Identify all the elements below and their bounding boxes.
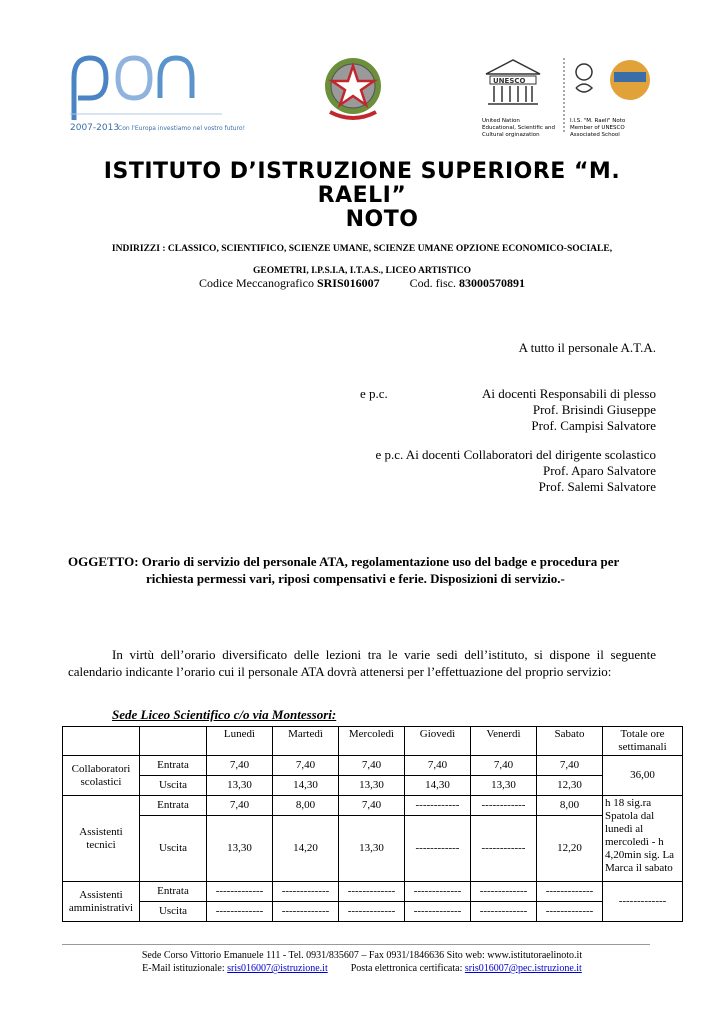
table-cell [140,727,207,756]
table-cell: ------------- [339,882,405,902]
unesco-line-1: United Nation [482,118,520,124]
oggetto-line-2: richiesta permessi vari, riposi compensativi e ferie. Disposizioni di servizio.- [146,571,565,586]
table-cell: 13,30 [339,776,405,796]
table-row [63,902,683,922]
table-cell: ------------ [405,816,471,882]
table-row [63,756,683,776]
indirizzi-line-1: INDIRIZZI : CLASSICO, SCIENTIFICO, SCIENZE UMANE, SCIENZE UMANE OPZIONE ECONOMICO-SOCIALE, [111,244,613,254]
table-cell: ------------- [339,902,405,922]
table-row [63,816,683,882]
school-title [40,160,684,232]
entrata-label: Entrata [140,882,207,902]
table-cell: 13,30 [207,776,273,796]
table-cell: ------------- [537,902,603,922]
pon-years: 2007-2013 [70,123,120,133]
day-header: Venerdì [471,727,537,756]
codice-value: SRIS016007 [316,276,380,290]
table-cell: ------------ [405,796,471,816]
title-line-2: RAELI” [317,183,407,208]
total-amministrativi: ------------- [603,882,683,922]
sede-title: Sede Liceo Scientifico c/o via Montessori: [112,707,337,722]
table-cell: 7,40 [207,796,273,816]
email-link[interactable]: sris016007@istruzione.it [227,963,328,974]
unesco-line-2: Educational, Scientific and [482,125,555,131]
table-cell: 13,30 [471,776,537,796]
table-cell: 8,00 [537,796,603,816]
table-cell: 7,40 [339,796,405,816]
indirizzi-line-2: GEOMETRI, I.P.S.I.A, I.T.A.S., LICEO ARTISTICO [253,266,471,276]
table-cell: 7,40 [273,756,339,776]
italian-republic-emblem [320,50,386,128]
table-cell: ------------- [537,882,603,902]
table-cell: 12,30 [537,776,603,796]
epc2-name-1: Prof. Aparo Salvatore [542,463,656,478]
footer-address: Sede Corso Vittorio Emanuele 111 - Tel. 0931/835607 – Fax 0931/1846636 Sito web: www.istitutoraelinoto.it [141,950,583,961]
table-cell: 7,40 [537,756,603,776]
epc2-text: e p.c. Ai docenti Collaboratori del dirigente scolastico [375,447,656,462]
table-cell: 7,40 [471,756,537,776]
epc2-name-2: Prof. Salemi Salvatore [538,479,656,494]
paragraph-text: In virtù dell’orario diversificato delle lezioni tra le varie sedi dell’istituto, si dispone il seguente calendario indicante l’orario cui il personale ATA dovrà attenersi per l’effettuazione del proprio servizio: [68,647,656,679]
day-header: Sabato [537,727,603,756]
table-cell: ------------- [471,902,537,922]
table-cell: 7,40 [207,756,273,776]
table-cell: 7,40 [339,756,405,776]
school-unesco-line-2: Member of UNESCO [570,125,625,131]
uscita-label: Uscita [140,902,207,922]
day-header: Martedì [273,727,339,756]
day-header: Giovedì [405,727,471,756]
pec-label: Posta elettronica certificata: [350,963,465,974]
table-row [63,882,683,902]
table-header-row [63,727,683,756]
table-cell: ------------- [405,902,471,922]
unesco-logo-block [480,52,660,138]
table-cell: 7,40 [405,756,471,776]
total-tecnici: h 18 sig.ra Spatola dal lunedì al mercoledì - h 4,20min sig. La Marca il sabato [603,796,683,882]
table-cell: 14,20 [273,816,339,882]
table-cell: ------------ [471,796,537,816]
table-cell: 12,20 [537,816,603,882]
uscita-label: Uscita [140,776,207,796]
table-cell [63,727,140,756]
table-cell: 14,30 [405,776,471,796]
pec-link[interactable]: sris016007@pec.istruzione.it [464,963,582,974]
footer-divider [62,944,650,945]
unesco-line-3: Cultural orginazation [482,132,540,138]
table-cell: ------------- [207,882,273,902]
pon-slogan: Con l'Europa investiamo nel vostro futuro! [118,125,245,132]
table-cell: ------------ [471,816,537,882]
day-header: Mercoledì [339,727,405,756]
table-row [63,776,683,796]
epc1-text: Ai docenti Responsabili di plesso [481,386,656,401]
table-cell: 8,00 [273,796,339,816]
table-row [63,796,683,816]
footer [62,949,662,975]
epc1-label: e p.c. [360,386,388,401]
pon-logo [66,50,245,136]
epc1-name-2: Prof. Campisi Salvatore [531,418,656,433]
table-cell: ------------- [471,882,537,902]
oggetto-line-1: OGGETTO: Orario di servizio del personale ATA, regolamentazione uso del badge e procedura per [68,554,620,569]
table-cell: ------------- [273,882,339,902]
total-header: Totale ore settimanali [603,727,683,756]
day-header: Lunedì [207,727,273,756]
uscita-label: Uscita [140,816,207,882]
school-unesco-line-1: I.I.S. "M. Raeli" Noto [570,118,626,124]
title-line-1: ISTITUTO D’ISTRUZIONE SUPERIORE “M. [103,159,621,184]
codice-label: Codice Meccanografico [199,276,317,290]
row-label-collaboratori: Collaboratori scolastici [63,756,140,796]
epc1-name-1: Prof. Brisindi Giuseppe [532,402,656,417]
codice-meccanografico [40,276,684,291]
entrata-label: Entrata [140,796,207,816]
table-cell: 13,30 [339,816,405,882]
table-cell: ------------- [207,902,273,922]
email-label: E-Mail istituzionale: [142,963,228,974]
intro-paragraph [68,646,656,680]
table-cell: ------------- [273,902,339,922]
oggetto [68,553,658,587]
total-collaboratori: 36,00 [603,756,683,796]
orario-table [62,726,683,922]
school-unesco-line-3: Associated School [570,132,620,138]
unesco-word: UNESCO [493,77,526,85]
title-line-3: NOTO [345,207,419,232]
codfisc-value: 83000570891 [458,276,525,290]
entrata-label: Entrata [140,756,207,776]
recipient-main: A tutto il personale A.T.A. [518,340,656,355]
table-cell: 13,30 [207,816,273,882]
table-cell: ------------- [405,882,471,902]
footer-contacts [62,962,662,975]
table-cell: 14,30 [273,776,339,796]
row-label-tecnici: Assistenti tecnici [63,796,140,882]
codfisc-label: Cod. fisc. [409,276,459,290]
row-label-amministrativi: Assistenti amministrativi [63,882,140,922]
